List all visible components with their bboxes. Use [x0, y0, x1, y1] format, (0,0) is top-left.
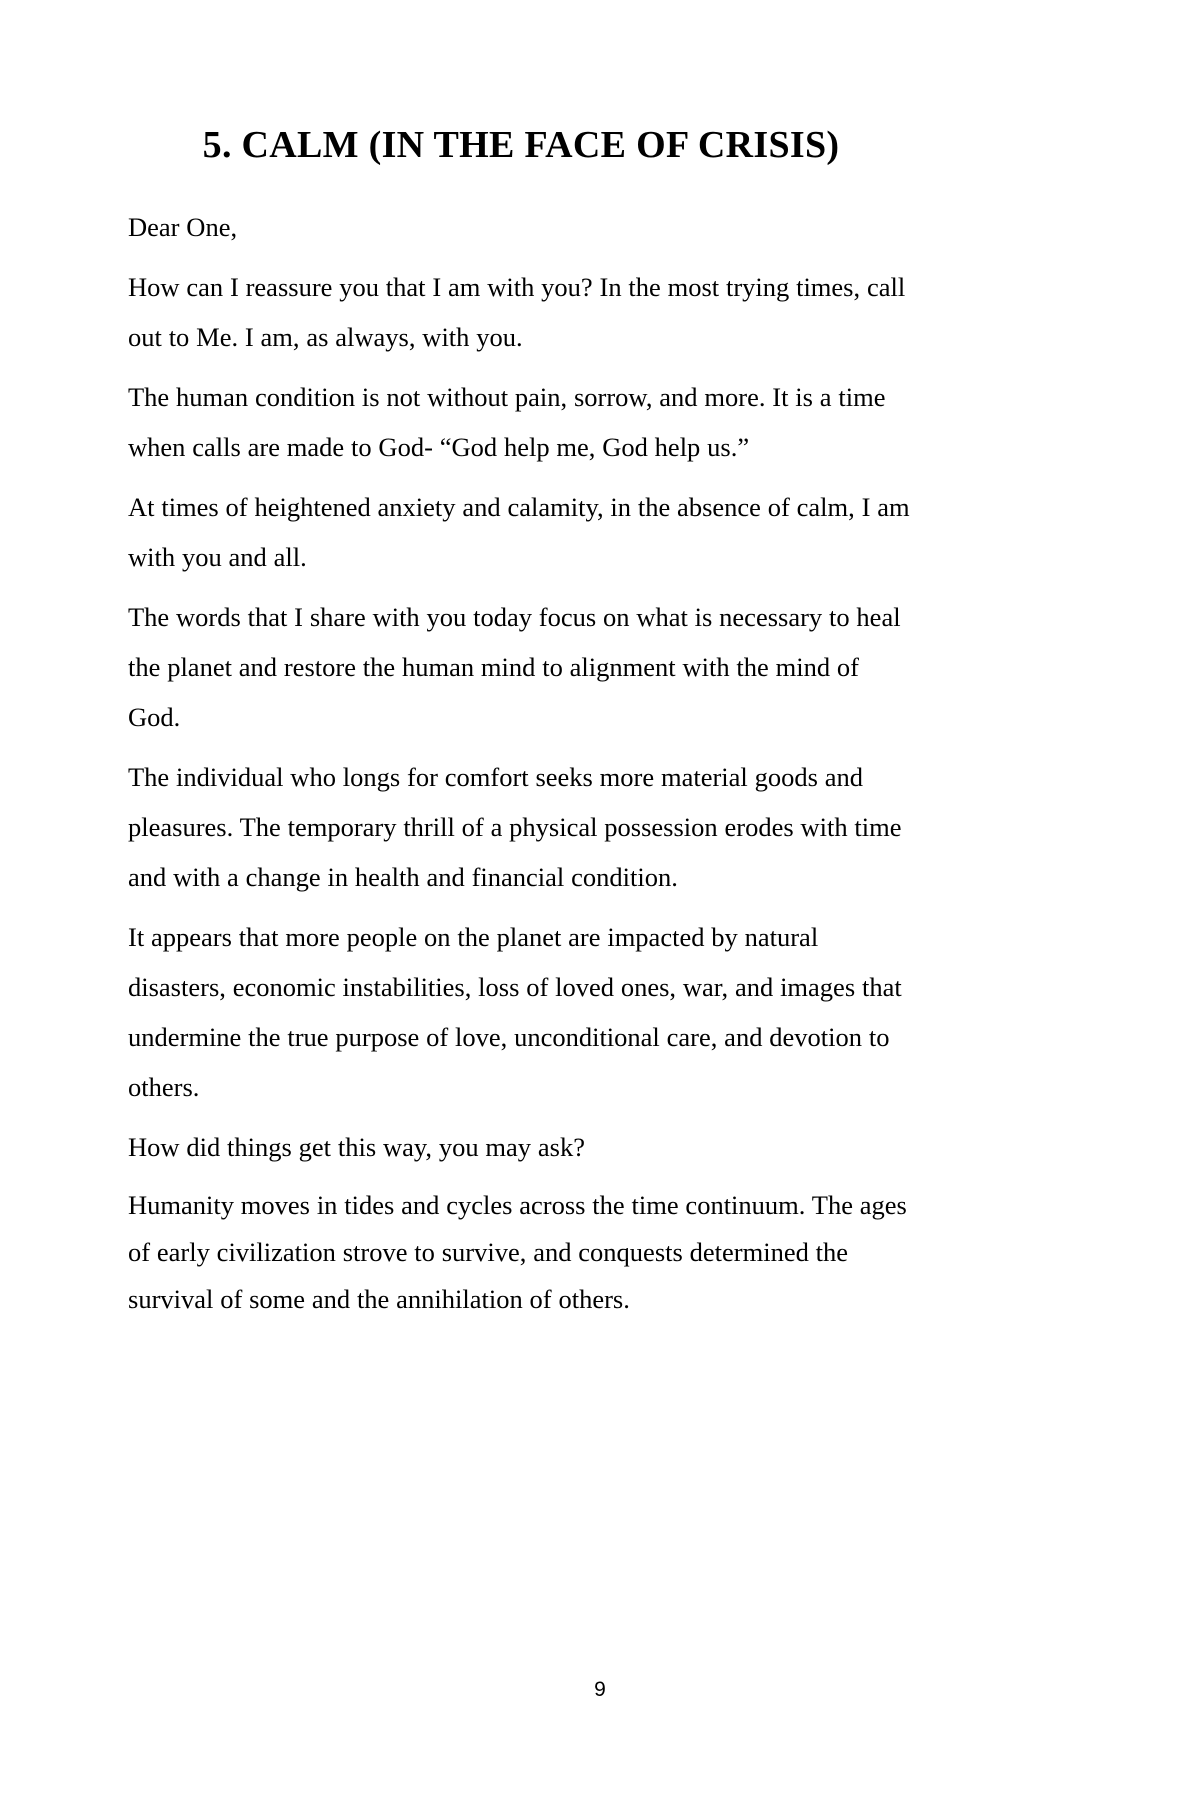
- paragraph-2: The human condition is not without pain, sorrow, and more. It is a time when calls are made to God- “God help me, God help us.”: [128, 381, 886, 462]
- paragraph-7: How did things get this way, you may ask?: [128, 1131, 585, 1162]
- paragraph-1: How can I reassure you that I am with you? In the most trying times, call out to Me. I am, as always, with you.: [128, 271, 906, 352]
- page-title: 5. CALM (IN THE FACE OF CRISIS): [202, 124, 840, 166]
- page-content: [128, 0, 914, 1329]
- paragraph-3: At times of heightened anxiety and calamity, in the absence of calm, I am with you and all.: [128, 491, 910, 572]
- paragraph-8: Humanity moves in tides and cycles across the time continuum. The ages of early civilization strove to survive, and conquests determined the survival of some and the annihilation of others.: [128, 1189, 907, 1314]
- paragraph-5: The individual who longs for comfort seeks more material goods and pleasures. The temporary thrill of a physical possession erodes with time and with a change in health and financial condition.: [128, 761, 902, 892]
- body-text: [128, 202, 914, 1323]
- page-number: 9: [594, 1678, 606, 1701]
- salutation: Dear One,: [128, 211, 238, 242]
- paragraph-6: It appears that more people on the planet are impacted by natural disasters, economic instabilities, loss of loved ones, war, and images that undermine the true purpose of love, unconditional care, and devotion to others.: [128, 921, 902, 1102]
- paragraph-4: The words that I share with you today focus on what is necessary to heal the planet and restore the human mind to alignment with the mind of God.: [128, 601, 901, 732]
